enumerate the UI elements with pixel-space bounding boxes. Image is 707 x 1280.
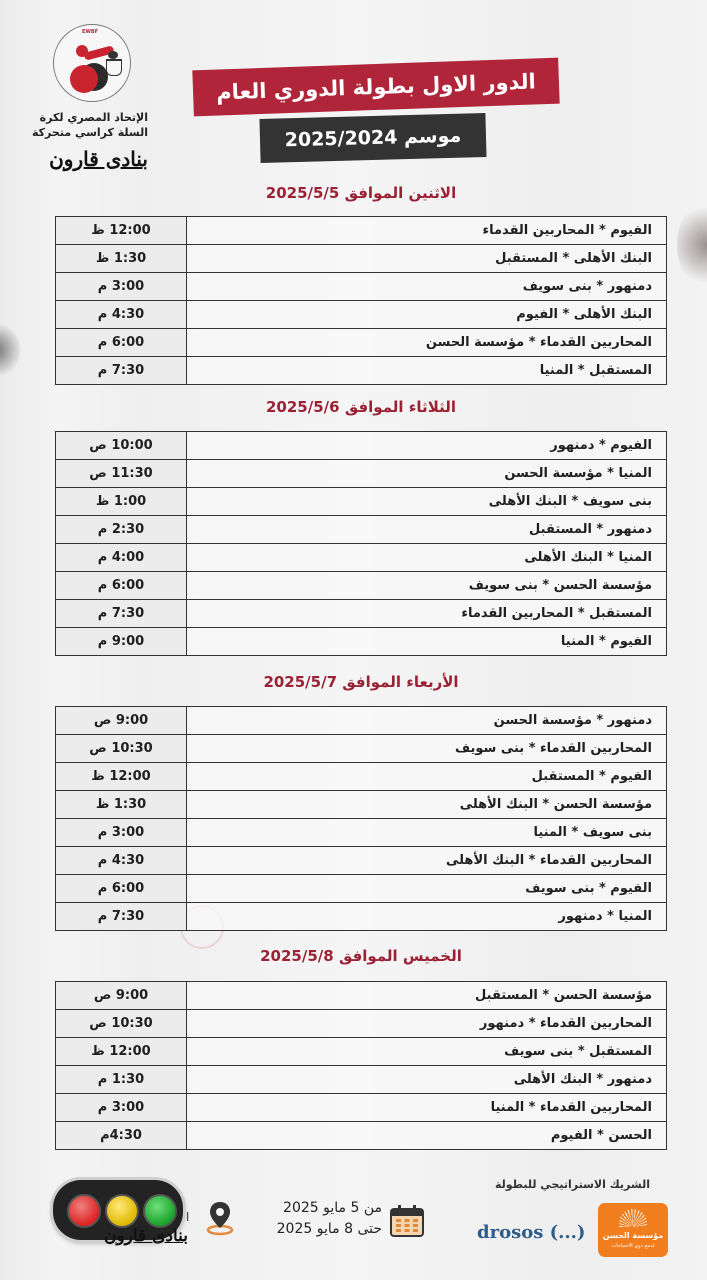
red-light-icon: [67, 1194, 101, 1228]
match-teams: المحاربين القدماء * مؤسسة الحسن: [187, 329, 667, 357]
day-heading-wednesday: الأربعاء الموافق 2025/5/7: [263, 673, 459, 691]
table-row: [56, 875, 667, 903]
wheel-red-icon: [70, 65, 98, 93]
table-row: [56, 572, 667, 600]
page-title: الدور الاول بطولة الدوري العام: [192, 58, 559, 117]
date-range-start: من 5 مايو 2025: [283, 1200, 382, 1216]
table-row: [56, 982, 667, 1010]
match-teams: المحاربين القدماء * البنك الأهلى: [187, 847, 667, 875]
match-time: 4:30 م: [56, 301, 187, 329]
table-row: [56, 600, 667, 628]
match-teams: بنى سويف * البنك الأهلى: [187, 488, 667, 516]
match-time: 1:30 ظ: [56, 245, 187, 273]
schedule-table-tuesday: [55, 431, 667, 656]
match-teams: الفيوم * المنيا: [187, 628, 667, 656]
background-blur-right: [677, 200, 707, 290]
schedule-table-thursday: [55, 981, 667, 1150]
match-time: 12:00 ظ: [56, 217, 187, 245]
schedule-table-wednesday: [55, 706, 667, 931]
day-heading-thursday: الخميس الموافق 2025/5/8: [260, 947, 462, 965]
match-teams: دمنهور * المستقبل: [187, 516, 667, 544]
table-row: [56, 1038, 667, 1066]
match-time: 6:00 م: [56, 329, 187, 357]
table-row: [56, 329, 667, 357]
strategic-partner-label: الشريك الاستراتيجي للبطولة: [494, 1178, 650, 1191]
table-row: [56, 903, 667, 931]
match-time: 4:00 م: [56, 544, 187, 572]
table-row: [56, 1122, 667, 1150]
match-time: 3:00 م: [56, 819, 187, 847]
yellow-light-icon: [105, 1194, 139, 1228]
match-teams: الفيوم * المحاربين القدماء: [187, 217, 667, 245]
club-name-footer: بنادى قارون: [103, 1226, 188, 1246]
match-time: 12:00 ظ: [56, 1038, 187, 1066]
match-teams: البنك الأهلى * المستقبل: [187, 245, 667, 273]
table-row: [56, 1010, 667, 1038]
match-teams: المنيا * دمنهور: [187, 903, 667, 931]
match-time: 1:30 م: [56, 1066, 187, 1094]
match-time: 12:00 ظ: [56, 763, 187, 791]
table-row: [56, 432, 667, 460]
match-teams: المستقبل * المحاربين القدماء: [187, 600, 667, 628]
federation-name-line1: الإتحاد المصري لكرة: [39, 111, 148, 124]
match-teams: مؤسسة الحسن * المستقبل: [187, 982, 667, 1010]
match-time: 10:00 ص: [56, 432, 187, 460]
federation-name-line2: السلة كراسي متحركة: [31, 126, 148, 139]
table-row: [56, 245, 667, 273]
day-heading-monday: الاثنين الموافق 2025/5/5: [265, 184, 457, 202]
match-time: 4:30 م: [56, 847, 187, 875]
match-teams: المستقبل * المنيا: [187, 357, 667, 385]
match-teams: المنيا * مؤسسة الحسن: [187, 460, 667, 488]
calendar-icon: [390, 1205, 424, 1237]
federation-logo: [53, 24, 131, 102]
table-row: [56, 791, 667, 819]
match-time: 6:00 م: [56, 875, 187, 903]
match-time: 7:30 م: [56, 903, 187, 931]
table-row: [56, 488, 667, 516]
table-row: [56, 707, 667, 735]
table-row: [56, 357, 667, 385]
drosos-logo: drosos (...): [477, 1222, 586, 1243]
match-teams: المنيا * البنك الأهلى: [187, 544, 667, 572]
table-row: [56, 1066, 667, 1094]
table-row: [56, 516, 667, 544]
season-label: موسم 2025/2024: [259, 113, 486, 163]
alhassan-name: مؤسسة الحسن: [602, 1231, 664, 1240]
match-time: 9:00 ص: [56, 707, 187, 735]
match-teams: المحاربين القدماء * دمنهور: [187, 1010, 667, 1038]
table-row: [56, 460, 667, 488]
match-teams: المحاربين القدماء * بنى سويف: [187, 735, 667, 763]
table-row: [56, 628, 667, 656]
match-time: 1:00 ظ: [56, 488, 187, 516]
match-teams: المحاربين القدماء * المنيا: [187, 1094, 667, 1122]
match-teams: مؤسسة الحسن * البنك الأهلى: [187, 791, 667, 819]
match-time: 3:00 م: [56, 273, 187, 301]
venue-text: ا: [186, 1210, 190, 1224]
basketball-icon: [108, 51, 118, 59]
date-range-end: حتى 8 مايو 2025: [276, 1221, 382, 1237]
day-heading-tuesday: الثلاثاء الموافق 2025/5/6: [266, 398, 456, 416]
match-teams: الفيوم * دمنهور: [187, 432, 667, 460]
federation-name: [22, 110, 148, 140]
match-teams: الفيوم * المستقبل: [187, 763, 667, 791]
table-row: [56, 735, 667, 763]
match-teams: الحسن * الفيوم: [187, 1122, 667, 1150]
basketball-hoop-icon: [106, 59, 122, 76]
match-time: 7:30 م: [56, 357, 187, 385]
match-time: 7:30 م: [56, 600, 187, 628]
match-teams: دمنهور * البنك الأهلى: [187, 1066, 667, 1094]
table-row: [56, 301, 667, 329]
table-row: [56, 819, 667, 847]
match-teams: الفيوم * بنى سويف: [187, 875, 667, 903]
table-row: [56, 847, 667, 875]
logo-abbrev: EWBF: [82, 29, 99, 35]
sunrise-icon: [619, 1209, 647, 1227]
match-time: 6:00 م: [56, 572, 187, 600]
match-time: 2:30 م: [56, 516, 187, 544]
table-row: [56, 217, 667, 245]
match-teams: مؤسسة الحسن * بنى سويف: [187, 572, 667, 600]
club-name: بنادى قارون: [49, 147, 148, 171]
table-row: [56, 763, 667, 791]
match-teams: البنك الأهلى * الفيوم: [187, 301, 667, 329]
alhassan-foundation-logo: [598, 1203, 668, 1257]
table-row: [56, 1094, 667, 1122]
match-time: 11:30 ص: [56, 460, 187, 488]
match-time: 9:00 ص: [56, 982, 187, 1010]
match-teams: دمنهور * مؤسسة الحسن: [187, 707, 667, 735]
match-teams: دمنهور * بنى سويف: [187, 273, 667, 301]
green-light-icon: [143, 1194, 177, 1228]
match-time: 3:00 م: [56, 1094, 187, 1122]
match-time: 10:30 ص: [56, 735, 187, 763]
match-time: 1:30 ظ: [56, 791, 187, 819]
schedule-table-monday: [55, 216, 667, 385]
match-time: 4:30م: [56, 1122, 187, 1150]
background-blur-left: [0, 320, 20, 380]
table-row: [56, 273, 667, 301]
location-pin-icon: [206, 1200, 234, 1236]
match-teams: بنى سويف * المنيا: [187, 819, 667, 847]
match-time: 9:00 م: [56, 628, 187, 656]
match-time: 10:30 ص: [56, 1010, 187, 1038]
table-row: [56, 544, 667, 572]
alhassan-subtitle: لدمج ذوي الاحتياجات: [611, 1243, 655, 1249]
match-teams: المستقبل * بنى سويف: [187, 1038, 667, 1066]
